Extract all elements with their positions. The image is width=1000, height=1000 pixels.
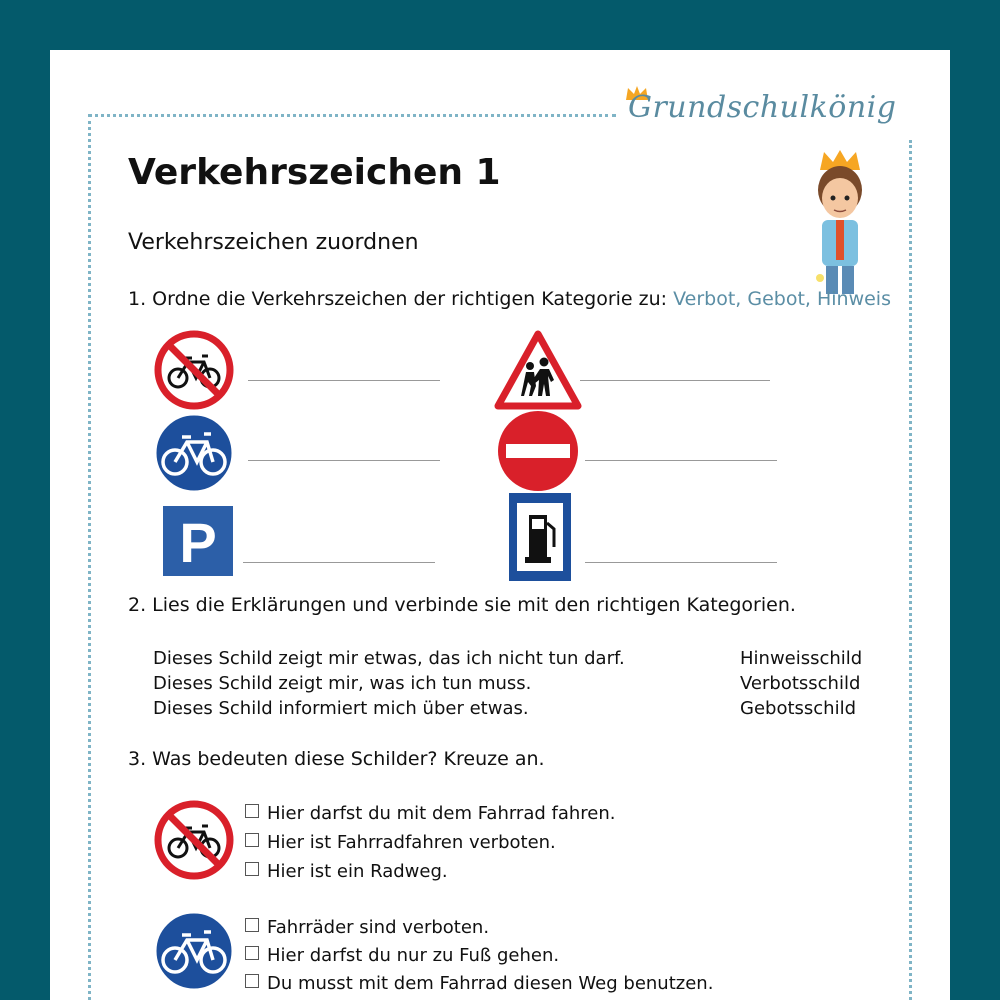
category-item[interactable]: Verbotsschild bbox=[740, 673, 861, 694]
explanation-item[interactable]: Dieses Schild informiert mich über etwas. bbox=[153, 698, 529, 719]
question-2-text: 2. Lies die Erklärungen und verbinde sie mit den richtigen Kategorien. bbox=[128, 594, 796, 616]
bicycle-path-sign bbox=[153, 910, 235, 992]
petrol-station-sign bbox=[509, 493, 571, 581]
explanation-item[interactable]: Dieses Schild zeigt mir etwas, das ich nicht tun darf. bbox=[153, 648, 625, 669]
option-label: Hier ist ein Radweg. bbox=[267, 861, 448, 882]
checkbox-option[interactable] bbox=[245, 861, 448, 882]
explanation-list bbox=[153, 646, 625, 721]
border-top bbox=[88, 114, 616, 117]
no-bicycles-sign bbox=[153, 330, 235, 410]
boy-illustration bbox=[800, 150, 880, 300]
parking-sign bbox=[159, 502, 237, 580]
option-label: Hier ist Fahrradfahren verboten. bbox=[267, 832, 556, 853]
no-entry-sign bbox=[497, 410, 579, 492]
option-label: Fahrräder sind verboten. bbox=[267, 917, 490, 938]
category-item[interactable]: Gebotsschild bbox=[740, 698, 857, 719]
question-3-text: 3. Was bedeuten diese Schilder? Kreuze an. bbox=[128, 748, 545, 770]
brand-logo: Grundschulkönig bbox=[628, 90, 897, 125]
bicycle-path-sign bbox=[153, 412, 235, 494]
checkbox[interactable] bbox=[245, 862, 259, 876]
answer-line[interactable] bbox=[248, 380, 440, 381]
explanation-item[interactable]: Dieses Schild zeigt mir, was ich tun muss. bbox=[153, 673, 532, 694]
answer-line[interactable] bbox=[585, 460, 777, 461]
checkbox-option[interactable] bbox=[245, 945, 559, 966]
checkbox-option[interactable] bbox=[245, 832, 556, 853]
children-warning-sign bbox=[494, 330, 582, 410]
checkbox[interactable] bbox=[245, 946, 259, 960]
category-options bbox=[740, 646, 862, 721]
checkbox-option[interactable] bbox=[245, 803, 616, 824]
checkbox-option[interactable] bbox=[245, 917, 489, 938]
checkbox-option[interactable] bbox=[245, 973, 713, 994]
option-label: Du musst mit dem Fahrrad diesen Weg benutzen. bbox=[267, 973, 714, 994]
question-1-text: 1. Ordne die Verkehrszeichen der richtigen Kategorie zu: bbox=[128, 288, 668, 310]
checkbox[interactable] bbox=[245, 804, 259, 818]
checkbox[interactable] bbox=[245, 833, 259, 847]
category-list: Verbot, Gebot, Hinweis bbox=[673, 288, 891, 310]
question-1 bbox=[128, 288, 891, 310]
option-label: Hier darfst du nur zu Fuß gehen. bbox=[267, 945, 560, 966]
answer-line[interactable] bbox=[580, 380, 770, 381]
page-subtitle: Verkehrszeichen zuordnen bbox=[128, 230, 419, 255]
category-item[interactable]: Hinweisschild bbox=[740, 648, 863, 669]
option-label: Hier darfst du mit dem Fahrrad fahren. bbox=[267, 803, 616, 824]
page-title: Verkehrszeichen 1 bbox=[128, 152, 501, 193]
border-right bbox=[909, 140, 912, 1000]
answer-line[interactable] bbox=[243, 562, 435, 563]
checkbox[interactable] bbox=[245, 974, 259, 988]
checkbox[interactable] bbox=[245, 918, 259, 932]
answer-line[interactable] bbox=[248, 460, 440, 461]
parking-letter: P bbox=[179, 511, 217, 574]
no-bicycles-sign bbox=[153, 800, 235, 880]
border-left bbox=[88, 114, 91, 1000]
answer-line[interactable] bbox=[585, 562, 777, 563]
